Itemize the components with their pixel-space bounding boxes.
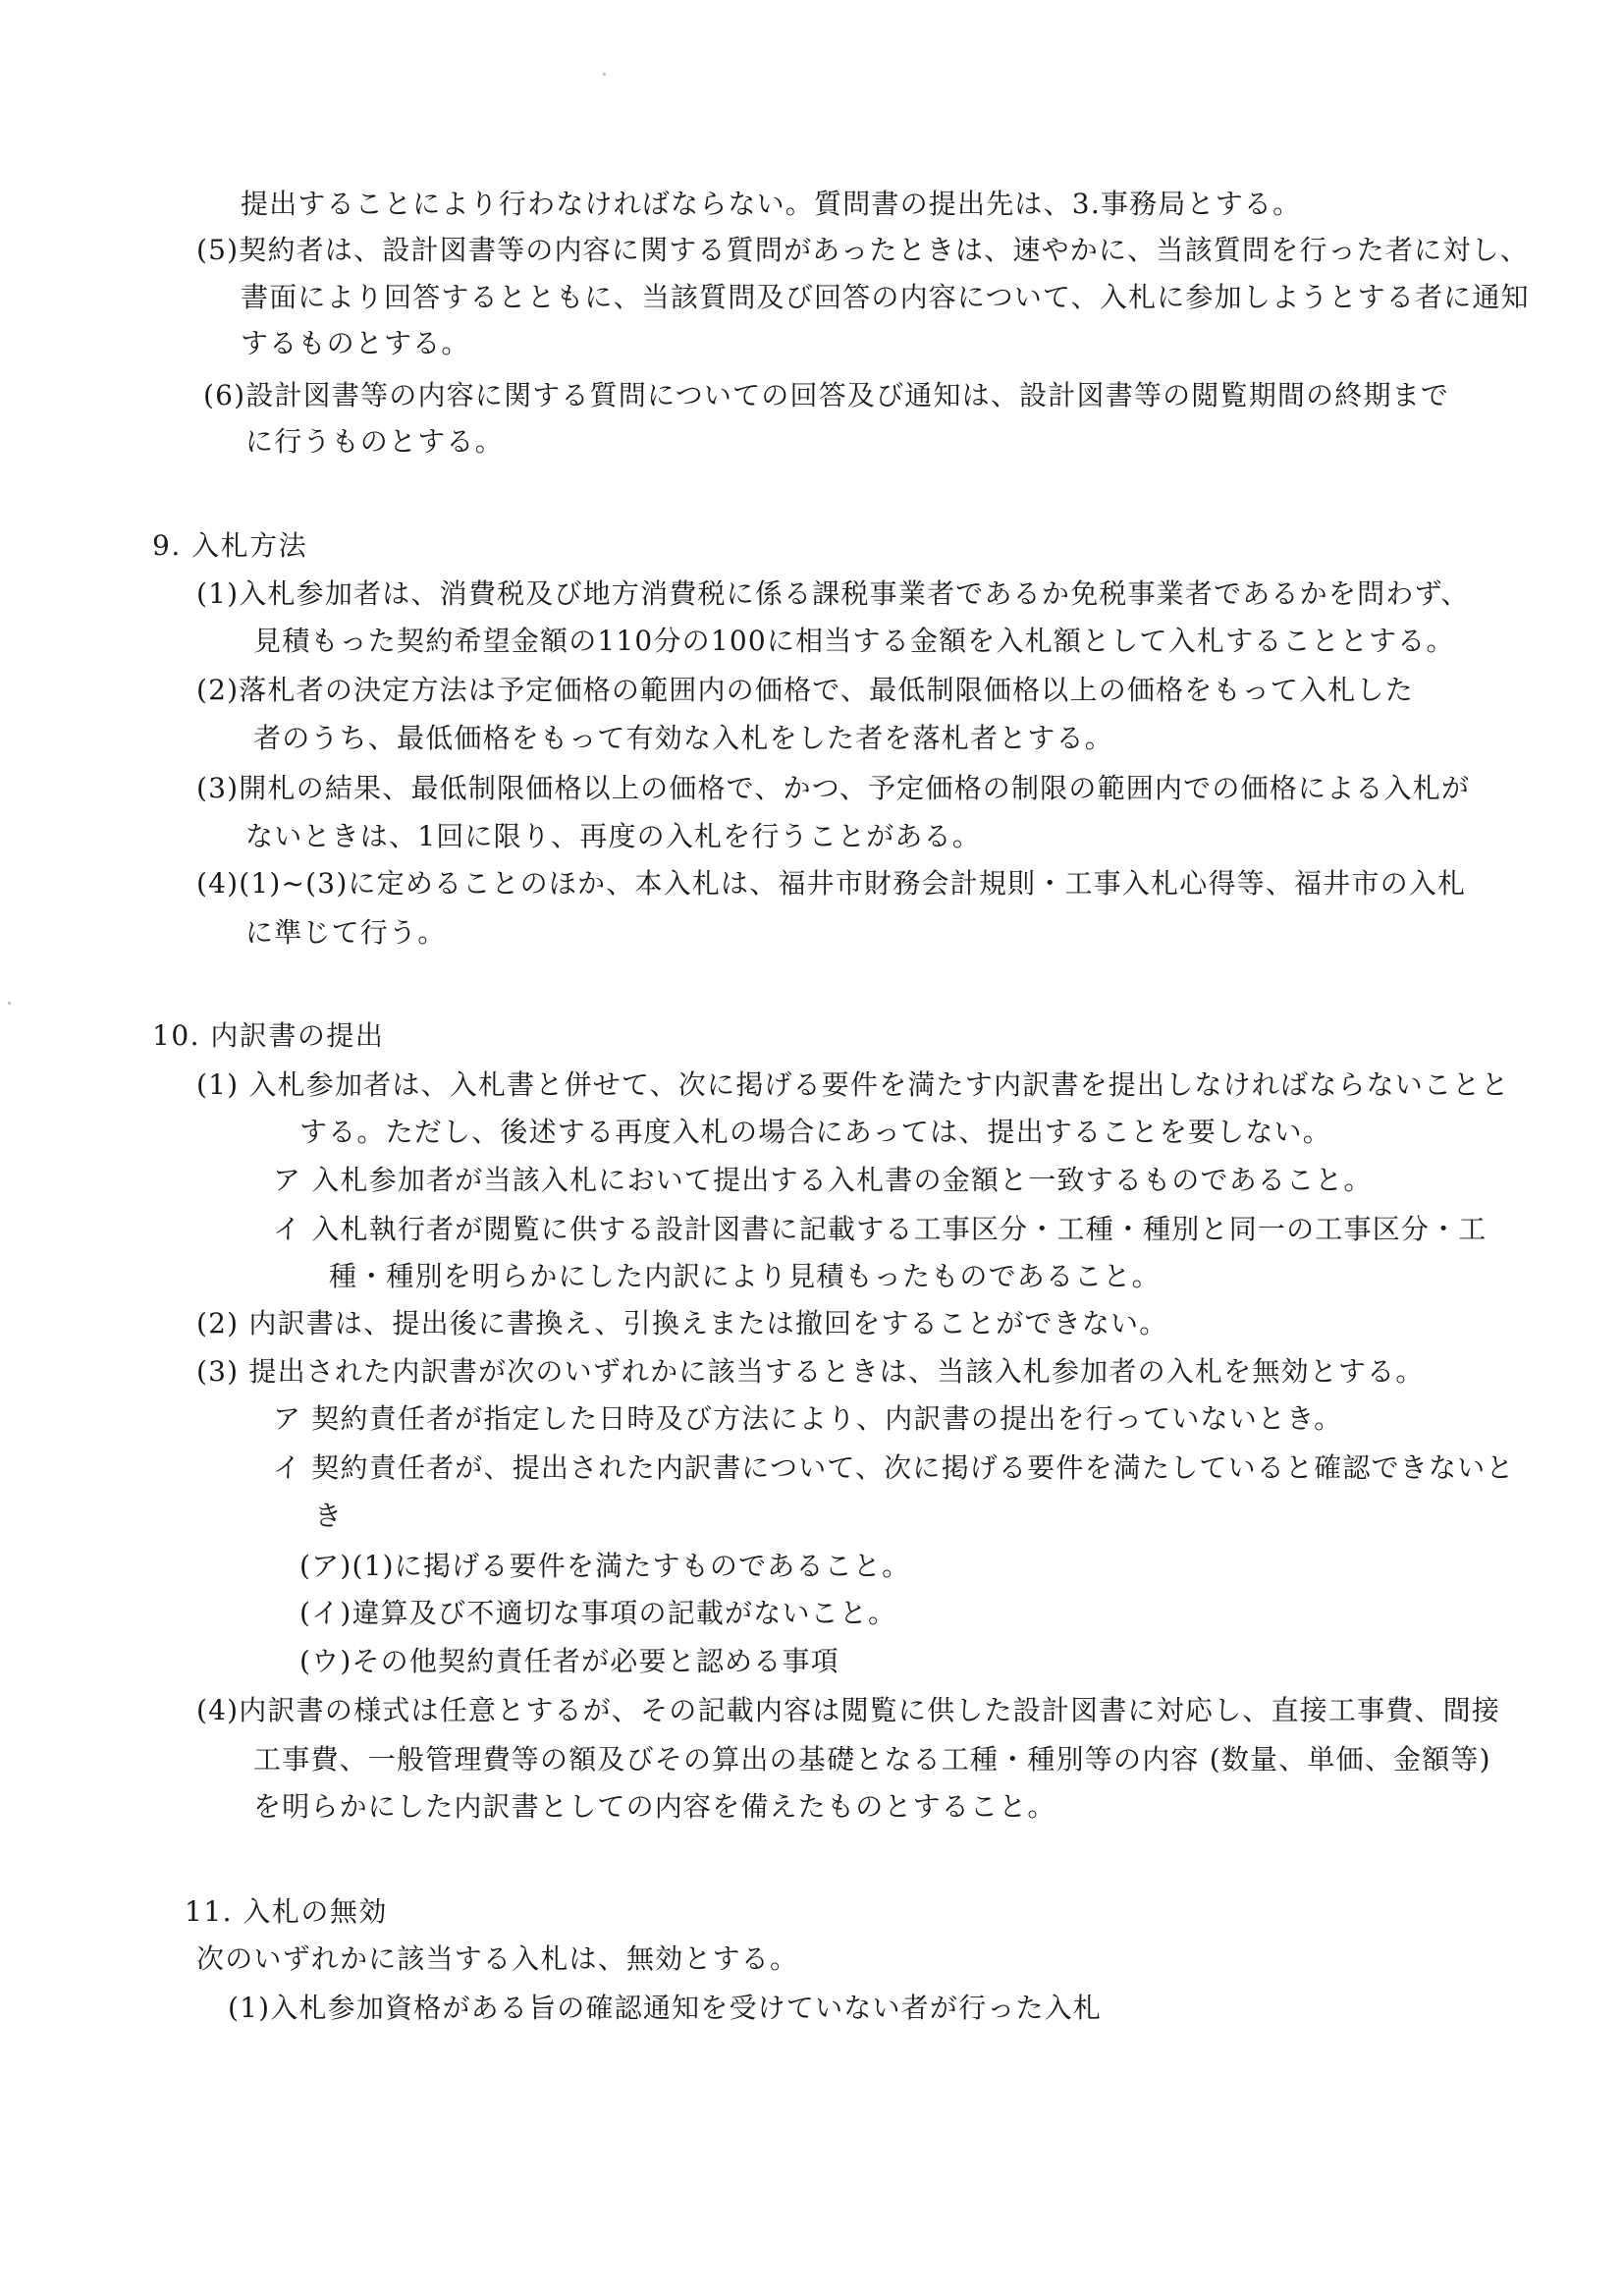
scan-speck — [603, 73, 606, 76]
s10-line-14: (4)内訳書の様式は任意とするが、その記載内容は閲覧に供した設計図書に対応し、直接工事費、間接 — [196, 1694, 1501, 1726]
s10-line-10: き — [314, 1500, 344, 1532]
s11-line-1: 次のいずれかに該当する入札は、無効とする。 — [196, 1942, 799, 1975]
section-10-heading: 10. 内訳書の提出 — [152, 1019, 385, 1052]
s10-line-8: ア 契約責任者が指定した日時及び方法により、内訳書の提出を行っていないとき。 — [273, 1402, 1343, 1435]
s10-line-1: (1) 入札参加者は、入札書と併せて、次に掲げる要件を満たす内訳書を提出しなければならないことと — [196, 1068, 1510, 1101]
s10-line-7: (3) 提出された内訳書が次のいずれかに該当するときは、当該入札参加者の入札を無効とする。 — [196, 1355, 1425, 1388]
s11-line-2: (1)入札参加資格がある旨の確認通知を受けていない者が行った入札 — [228, 1992, 1103, 2024]
s8-line-6: に行うものとする。 — [245, 425, 504, 458]
section-11-heading: 11. 入札の無効 — [185, 1895, 388, 1928]
s9-line-7: (4)(1)~(3)に定めることのほか、本入札は、福井市財務会計規則・工事入札心得等、福井市の入札 — [196, 867, 1467, 900]
s10-line-9: イ 契約責任者が、提出された内訳書について、次に掲げる要件を満たしていると確認できないと — [273, 1451, 1515, 1484]
s9-line-8: に準じて行う。 — [245, 916, 447, 949]
s9-line-5: (3)開札の結果、最低制限価格以上の価格で、かつ、予定価格の制限の範囲内での価格による入札が — [196, 772, 1471, 804]
s9-line-1: (1)入札参加者は、消費税及び地方消費税に係る課税事業者であるか免税事業者であるかを問わず、 — [196, 577, 1470, 610]
s10-line-4: イ 入札執行者が閲覧に供する設計図書に記載する工事区分・工種・種別と同一の工事区分・工 — [273, 1213, 1488, 1245]
section-9-heading: 9. 入札方法 — [152, 529, 308, 562]
s10-line-12: (イ)違算及び不適切な事項の記載がないこと。 — [299, 1597, 897, 1629]
s10-line-16: を明らかにした内訳書としての内容を備えたものとすること。 — [253, 1790, 1056, 1823]
s9-line-2: 見積もった契約希望金額の110分の100に相当する金額を入札額として入札することとする。 — [253, 625, 1455, 657]
s8-line-4: するものとする。 — [241, 327, 470, 359]
scan-speck — [8, 1002, 11, 1005]
s10-line-2: する。ただし、後述する再度入札の場合にあっては、提出することを要しない。 — [299, 1116, 1331, 1148]
s10-line-6: (2) 内訳書は、提出後に書換え、引換えまたは撤回をすることができない。 — [196, 1307, 1168, 1339]
s10-line-3: ア 入札参加者が当該入札において提出する入札書の金額と一致するものであること。 — [273, 1164, 1373, 1196]
s8-line-5: (6)設計図書等の内容に関する質問についての回答及び通知は、設計図書等の閲覧期間の終期まで — [203, 379, 1450, 411]
s10-line-11: (ア)(1)に掲げる要件を満たすものであること。 — [299, 1550, 911, 1582]
s9-line-3: (2)落札者の決定方法は予定価格の範囲内の価格で、最低制限価格以上の価格をもって入札した — [196, 674, 1414, 706]
s8-line-3: 書面により回答するとともに、当該質問及び回答の内容について、入札に参加しようとする者に通知 — [241, 281, 1530, 313]
s8-line-2: (5)契約者は、設計図書等の内容に関する質問があったときは、速やかに、当該質問を行った者に対し、 — [196, 234, 1529, 266]
s10-line-5: 種・種別を明らかにした内訳により見積もったものであること。 — [329, 1260, 1161, 1292]
s9-line-4: 者のうち、最低価格をもって有効な入札をした者を落札者とする。 — [253, 722, 1114, 754]
s9-line-6: ないときは、1回に限り、再度の入札を行うことがある。 — [245, 820, 982, 852]
s10-line-15: 工事費、一般管理費等の額及びその算出の基礎となる工種・種別等の内容 (数量、単価、金額等) — [253, 1743, 1491, 1776]
s10-line-13: (ウ)その他契約責任者が必要と認める事項 — [299, 1645, 839, 1677]
s8-line-1: 提出することにより行わなければならない。質問書の提出先は、3.事務局とする。 — [241, 188, 1302, 220]
